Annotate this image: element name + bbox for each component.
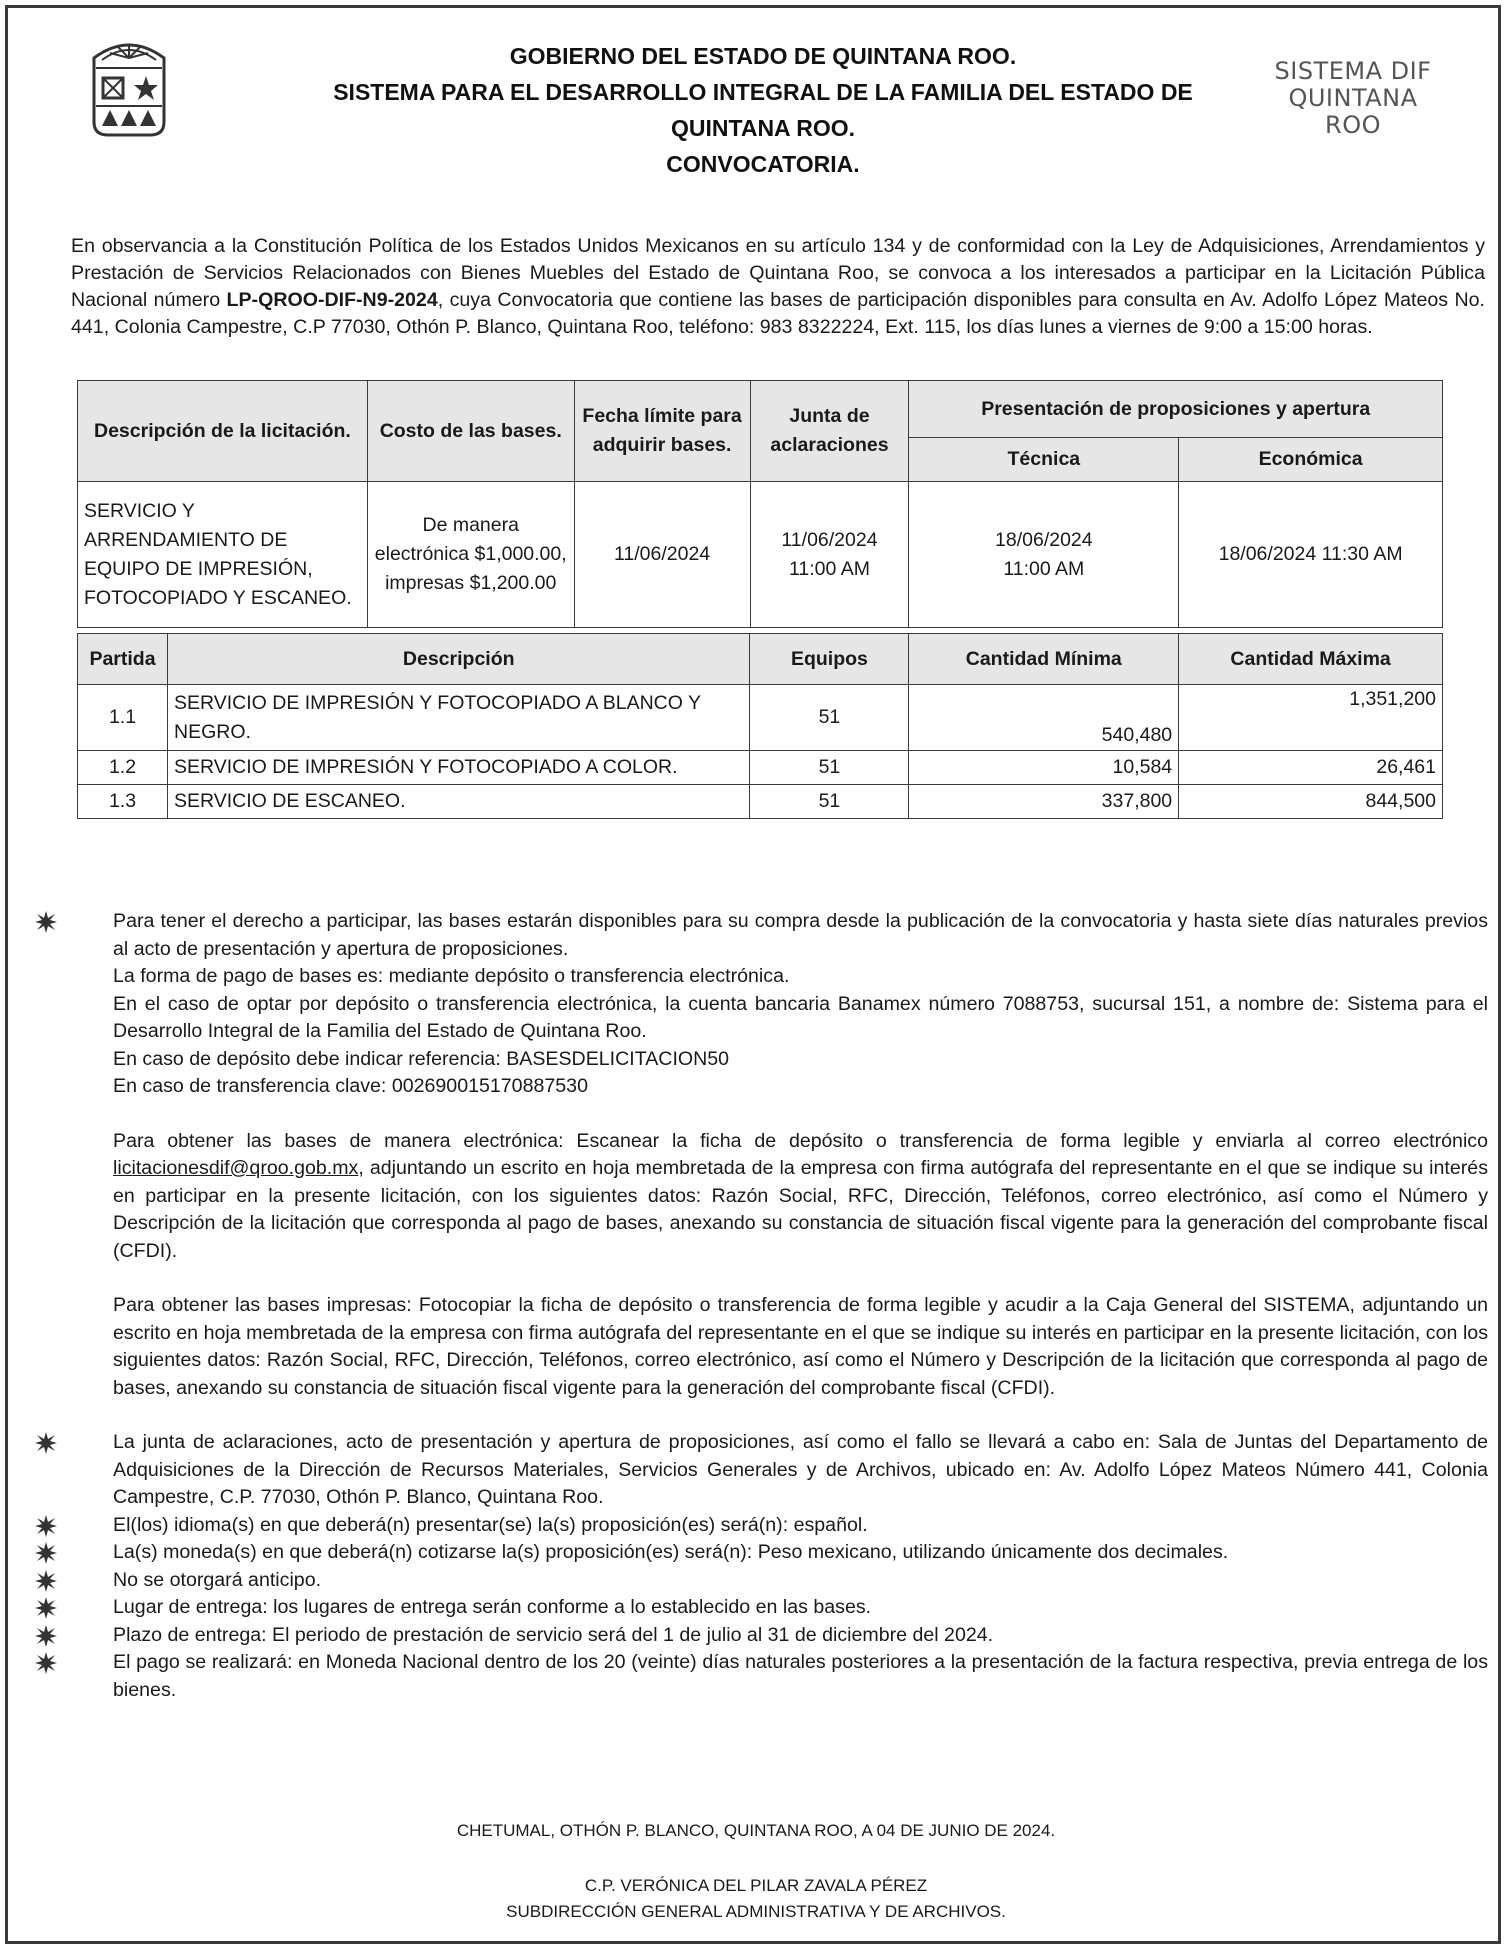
cell-junta [750, 482, 909, 628]
list-item: Para obtener las bases impresas: Fotocopiar la ficha de depósito o transferencia de forma legible y acudir a la Caja General del SISTEMA, adjuntando un escrito en hoja membretada de la empresa con firma autógrafa del representante en el que se indique su interés en participar en la presente licitación, con los siguientes datos: Razón Social, RFC, Dirección, Teléfonos, correo electrónico, así como el Número y Descripción de la licitación que corresponda al pago de bases, anexando su constancia de situación fiscal vigente para la generación del comprobante fiscal (CFDI). [113, 1294, 1488, 1399]
th-cantidad-maxima: Cantidad Máxima [1179, 634, 1443, 685]
document-header [288, 38, 1238, 182]
cell-partida: 1.2 [78, 751, 168, 785]
table-row [78, 785, 1443, 819]
bullet-star-icon [35, 1542, 57, 1564]
list-item: Para tener el derecho a participar, las bases estarán disponibles para su compra desde la publicación de la convocatoria y hasta siete días naturales previos al acto de presentación y apertura de proposiciones. [113, 908, 1488, 963]
list-item: La junta de aclaraciones, acto de presentación y apertura de proposiciones, así como el fallo se llevará a cabo en: Sala de Juntas del Departamento de Adquisiciones de la Dirección de Recursos Materiales, Servicios Generales y de Archivos, ubicado en: Av. Adolfo López Mateos Número 441, Colonia Campestre, C.P. 77030, Othón P. Blanco, Quintana Roo. [113, 1429, 1488, 1512]
th-equipos: Equipos [750, 634, 909, 685]
email-link[interactable]: licitacionesdif@qroo.gob.mx [113, 1157, 359, 1179]
cell-cantidad-maxima: 844,500 [1179, 785, 1443, 819]
cell-item-descripcion: SERVICIO DE IMPRESIÓN Y FOTOCOPIADO A COLOR. [167, 751, 749, 785]
cell-partida: 1.3 [78, 785, 168, 819]
list-item: El(los) idioma(s) en que deberá(n) presentar(se) la(s) proposición(es) será(n): español. [113, 1512, 1488, 1540]
cell-item-descripcion: SERVICIO DE IMPRESIÓN Y FOTOCOPIADO A BLANCO Y NEGRO. [167, 685, 749, 751]
list-item: En caso de depósito debe indicar referencia: BASESDELICITACION50 [113, 1047, 730, 1070]
th-fecha-limite: Fecha límite para adquirir bases. [574, 381, 750, 482]
list-item: La forma de pago de bases es: mediante depósito o transferencia electrónica. [113, 965, 790, 987]
tender-summary-table [77, 380, 1443, 628]
th-economica: Económica [1179, 438, 1443, 482]
th-costo: Costo de las bases. [367, 381, 574, 482]
list-item: Lugar de entrega: los lugares de entrega serán conforme a lo establecido en las bases. [113, 1594, 1488, 1622]
junta-date: 11/06/2024 [781, 528, 878, 551]
cell-equipos: 51 [750, 751, 909, 785]
header-line-1: GOBIERNO DEL ESTADO DE QUINTANA ROO. [509, 43, 1017, 69]
tecnica-date: 18/06/2024 [995, 528, 1093, 551]
cell-cantidad-minima: 540,480 [909, 685, 1179, 751]
bullet-star-icon [35, 1597, 57, 1619]
table-row [78, 685, 1443, 751]
cell-cantidad-maxima: 1,351,200 [1179, 685, 1443, 751]
items-table [77, 633, 1443, 819]
intro-text-a: En observancia a la Constitución Política de los Estados Unidos Mexicanos en su artículo 134 y de conformidad con la Ley de Adquisiciones, Arrendamientos y Prestación de Servicios Relacionados con Bienes Muebles del Estado de Quintana Roo, se convoca a los interesados a participar en la Licitación Pública Nacional número [71, 235, 1485, 311]
place-date: CHETUMAL, OTHÓN P. BLANCO, QUINTANA ROO, A 04 DE JUNIO DE 2024. [456, 1821, 1056, 1840]
list-item: La(s) moneda(s) en que deberá(n) cotizarse la(s) proposición(es) será(n): Peso mexicano, utilizando únicamente dos decimales. [113, 1539, 1488, 1567]
intro-paragraph [71, 233, 1485, 341]
th-tecnica: Técnica [909, 438, 1179, 482]
bullet-star-icon [35, 1515, 57, 1537]
header-line-2: SISTEMA PARA EL DESARROLLO INTEGRAL DE LA FAMILIA DEL ESTADO DE [333, 79, 1193, 105]
header-line-3: QUINTANA ROO. [671, 115, 855, 141]
cell-partida: 1.1 [78, 685, 168, 751]
dif-logo [1258, 58, 1448, 139]
list-item: En el caso de optar por depósito o transferencia electrónica, la cuenta bancaria Banamex número 7088753, sucursal 151, a nombre de: Sistema para el Desarrollo Integral de la Familia del Estado de Quintana Roo. [113, 992, 1488, 1042]
bullet-star-icon [35, 911, 57, 933]
cell-cantidad-minima: 337,800 [909, 785, 1179, 819]
tender-code: LP-QROO-DIF-N9-2024 [226, 289, 438, 311]
cell-costo: De manera electrónica $1,000.00, impresas $1,200.00 [367, 482, 574, 628]
th-item-descripcion: Descripción [167, 634, 749, 685]
th-junta: Junta de aclaraciones [750, 381, 909, 482]
document-page [5, 5, 1501, 1944]
bullet-star-icon [35, 1652, 57, 1674]
signer-name: C.P. VERÓNICA DEL PILAR ZAVALA PÉREZ [584, 1876, 928, 1895]
table-row [78, 751, 1443, 785]
tecnica-time: 11:00 AM [1003, 557, 1085, 580]
intro-text-b: , cuya Convocatoria que contiene las bases de participación disponibles para consulta en Av. Adolfo López Mateos No. 441, Colonia Campestre, C.P 77030, Othón P. Blanco, Quintana Roo, teléfono: 983 8322224, Ext. 115, los días lunes a viernes de 9:00 a 15:00 horas. [71, 289, 1485, 338]
cell-equipos: 51 [750, 685, 909, 751]
list-item: El pago se realizará: en Moneda Nacional dentro de los 20 (veinte) días naturales posteriores a la presentación de la factura respectiva, previa entrega de los bienes. [113, 1649, 1488, 1704]
cell-cantidad-minima: 10,584 [909, 751, 1179, 785]
th-presentacion: Presentación de proposiciones y apertura [909, 381, 1443, 438]
signer-office: SUBDIRECCIÓN GENERAL ADMINISTRATIVA Y DE ARCHIVOS. [506, 1902, 1006, 1921]
th-descripcion: Descripción de la licitación. [78, 381, 368, 482]
th-partida: Partida [78, 634, 168, 685]
bullet-star-icon [35, 1625, 57, 1647]
cell-equipos: 51 [750, 785, 909, 819]
th-cantidad-minima: Cantidad Mínima [909, 634, 1179, 685]
bullet-star-icon [35, 1432, 57, 1454]
header-line-4: CONVOCATORIA. [666, 151, 860, 177]
junta-time: 11:00 AM [789, 557, 870, 580]
dif-logo-line2: QUINTANA ROO [1288, 84, 1418, 139]
cell-item-descripcion: SERVICIO DE ESCANEO. [167, 785, 749, 819]
cell-tecnica [909, 482, 1179, 628]
cell-fecha-limite: 11/06/2024 [574, 482, 750, 628]
cell-economica: 18/06/2024 11:30 AM [1179, 482, 1443, 628]
list-item: No se otorgará anticipo. [113, 1567, 1488, 1595]
list-item: Para obtener las bases de manera electrónica: Escanear la ficha de depósito o transferencia de forma legible y enviarla al correo electrónico licitacionesdif@qroo.gob.mx, adjuntando un escrito en hoja membretada de la empresa con firma autógrafa del representante en el que se indique su interés en participar en la presente licitación, con los siguientes datos: Razón Social, RFC, Dirección, Teléfonos, correo electrónico, así como el Número y Descripción de la licitación que corresponda al pago de bases, anexando su constancia de situación fiscal vigente para la generación del comprobante fiscal (CFDI). [113, 1129, 1488, 1262]
dif-logo-line1: SISTEMA DIF [1274, 57, 1432, 85]
list-item: Plazo de entrega: El periodo de prestación de servicio será del 1 de julio al 31 de diciembre del 2024. [113, 1622, 1488, 1650]
cell-descripcion: SERVICIO Y ARRENDAMIENTO DE EQUIPO DE IMPRESIÓN, FOTOCOPIADO Y ESCANEO. [78, 482, 368, 628]
conditions-list [113, 908, 1488, 1704]
list-item: En caso de transferencia clave: 002690015170887530 [113, 1075, 588, 1097]
state-seal-logo [88, 36, 170, 138]
cell-cantidad-maxima: 26,461 [1179, 751, 1443, 785]
bullet-star-icon [35, 1570, 57, 1592]
